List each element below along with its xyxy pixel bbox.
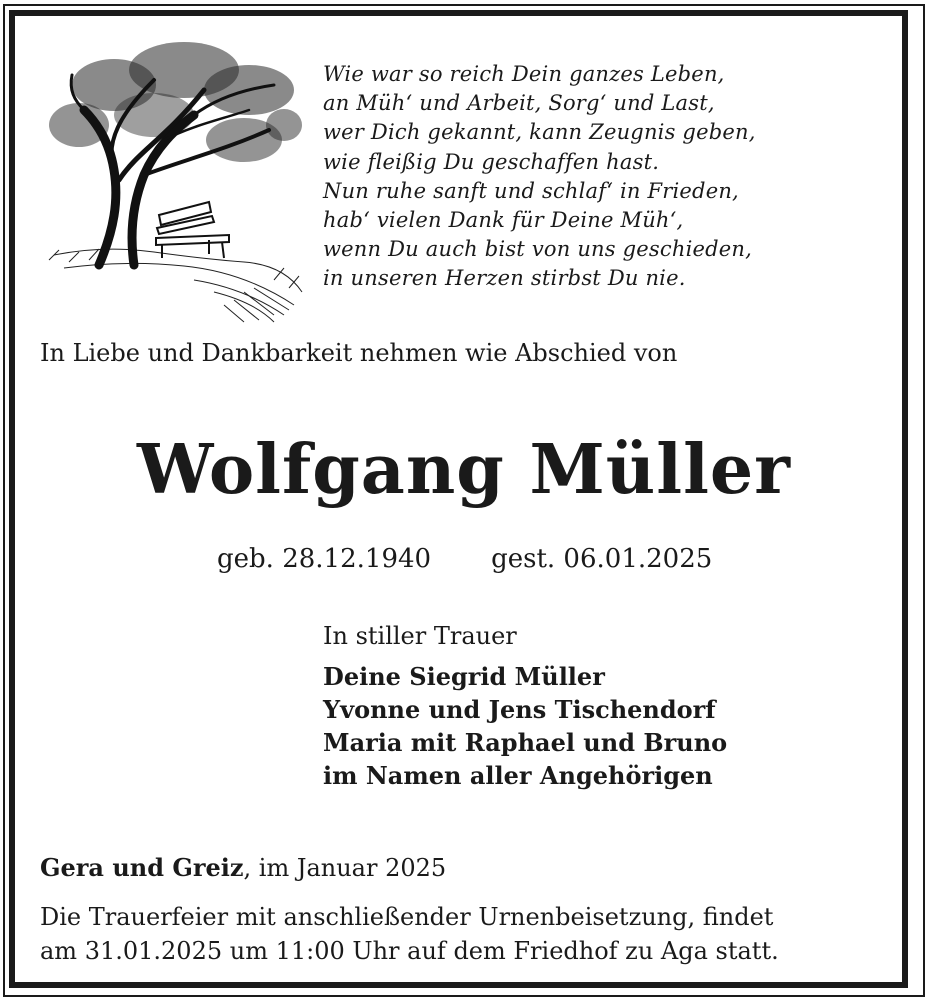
birth-date: geb. 28.12.1940 <box>217 544 432 574</box>
poem-line: hab‘ vielen Dank für Deine Müh‘, <box>323 208 684 233</box>
deceased-name: Wolfgang Müller <box>137 430 791 510</box>
poem-line: Nun ruhe sanft und schlaf‘ in Frieden, <box>323 178 739 203</box>
intro-text: In Liebe und Dankbarkeit nehmen wie Abschied von <box>40 339 678 367</box>
tree-with-bench-icon <box>44 30 304 325</box>
mourners-list <box>323 660 727 792</box>
poem-line: in unseren Herzen stirbst Du nie. <box>323 266 686 291</box>
mourner-line: Deine Siegrid Müller <box>323 662 605 691</box>
poem <box>323 60 756 294</box>
place-name: Gera und Greiz <box>40 853 244 882</box>
mourner-line: Maria mit Raphael und Bruno <box>323 728 728 757</box>
poem-line: an Müh‘ und Arbeit, Sorg‘ und Last, <box>323 91 715 116</box>
funeral-line: Die Trauerfeier mit anschließender Urnenbeisetzung, findet <box>40 903 774 931</box>
life-dates <box>217 544 712 574</box>
place-and-date <box>40 853 446 882</box>
poem-line: wenn Du auch bist von uns geschieden, <box>323 237 752 262</box>
poem-line: Wie war so reich Dein ganzes Leben, <box>323 62 725 86</box>
poem-line: wer Dich gekannt, kann Zeugnis geben, <box>323 120 756 145</box>
poem-line: wie fleißig Du geschaffen hast. <box>323 149 660 174</box>
funeral-line: am 31.01.2025 um 11:00 Uhr auf dem Friedhof zu Aga statt. <box>40 937 779 965</box>
death-date: gest. 06.01.2025 <box>491 544 713 574</box>
funeral-notice <box>40 900 779 968</box>
place-date: , im Januar 2025 <box>243 854 447 882</box>
mourners-heading: In stiller Trauer <box>323 622 517 650</box>
mourner-line: Yvonne und Jens Tischendorf <box>323 695 716 724</box>
mourner-line: im Namen aller Angehörigen <box>323 761 713 790</box>
